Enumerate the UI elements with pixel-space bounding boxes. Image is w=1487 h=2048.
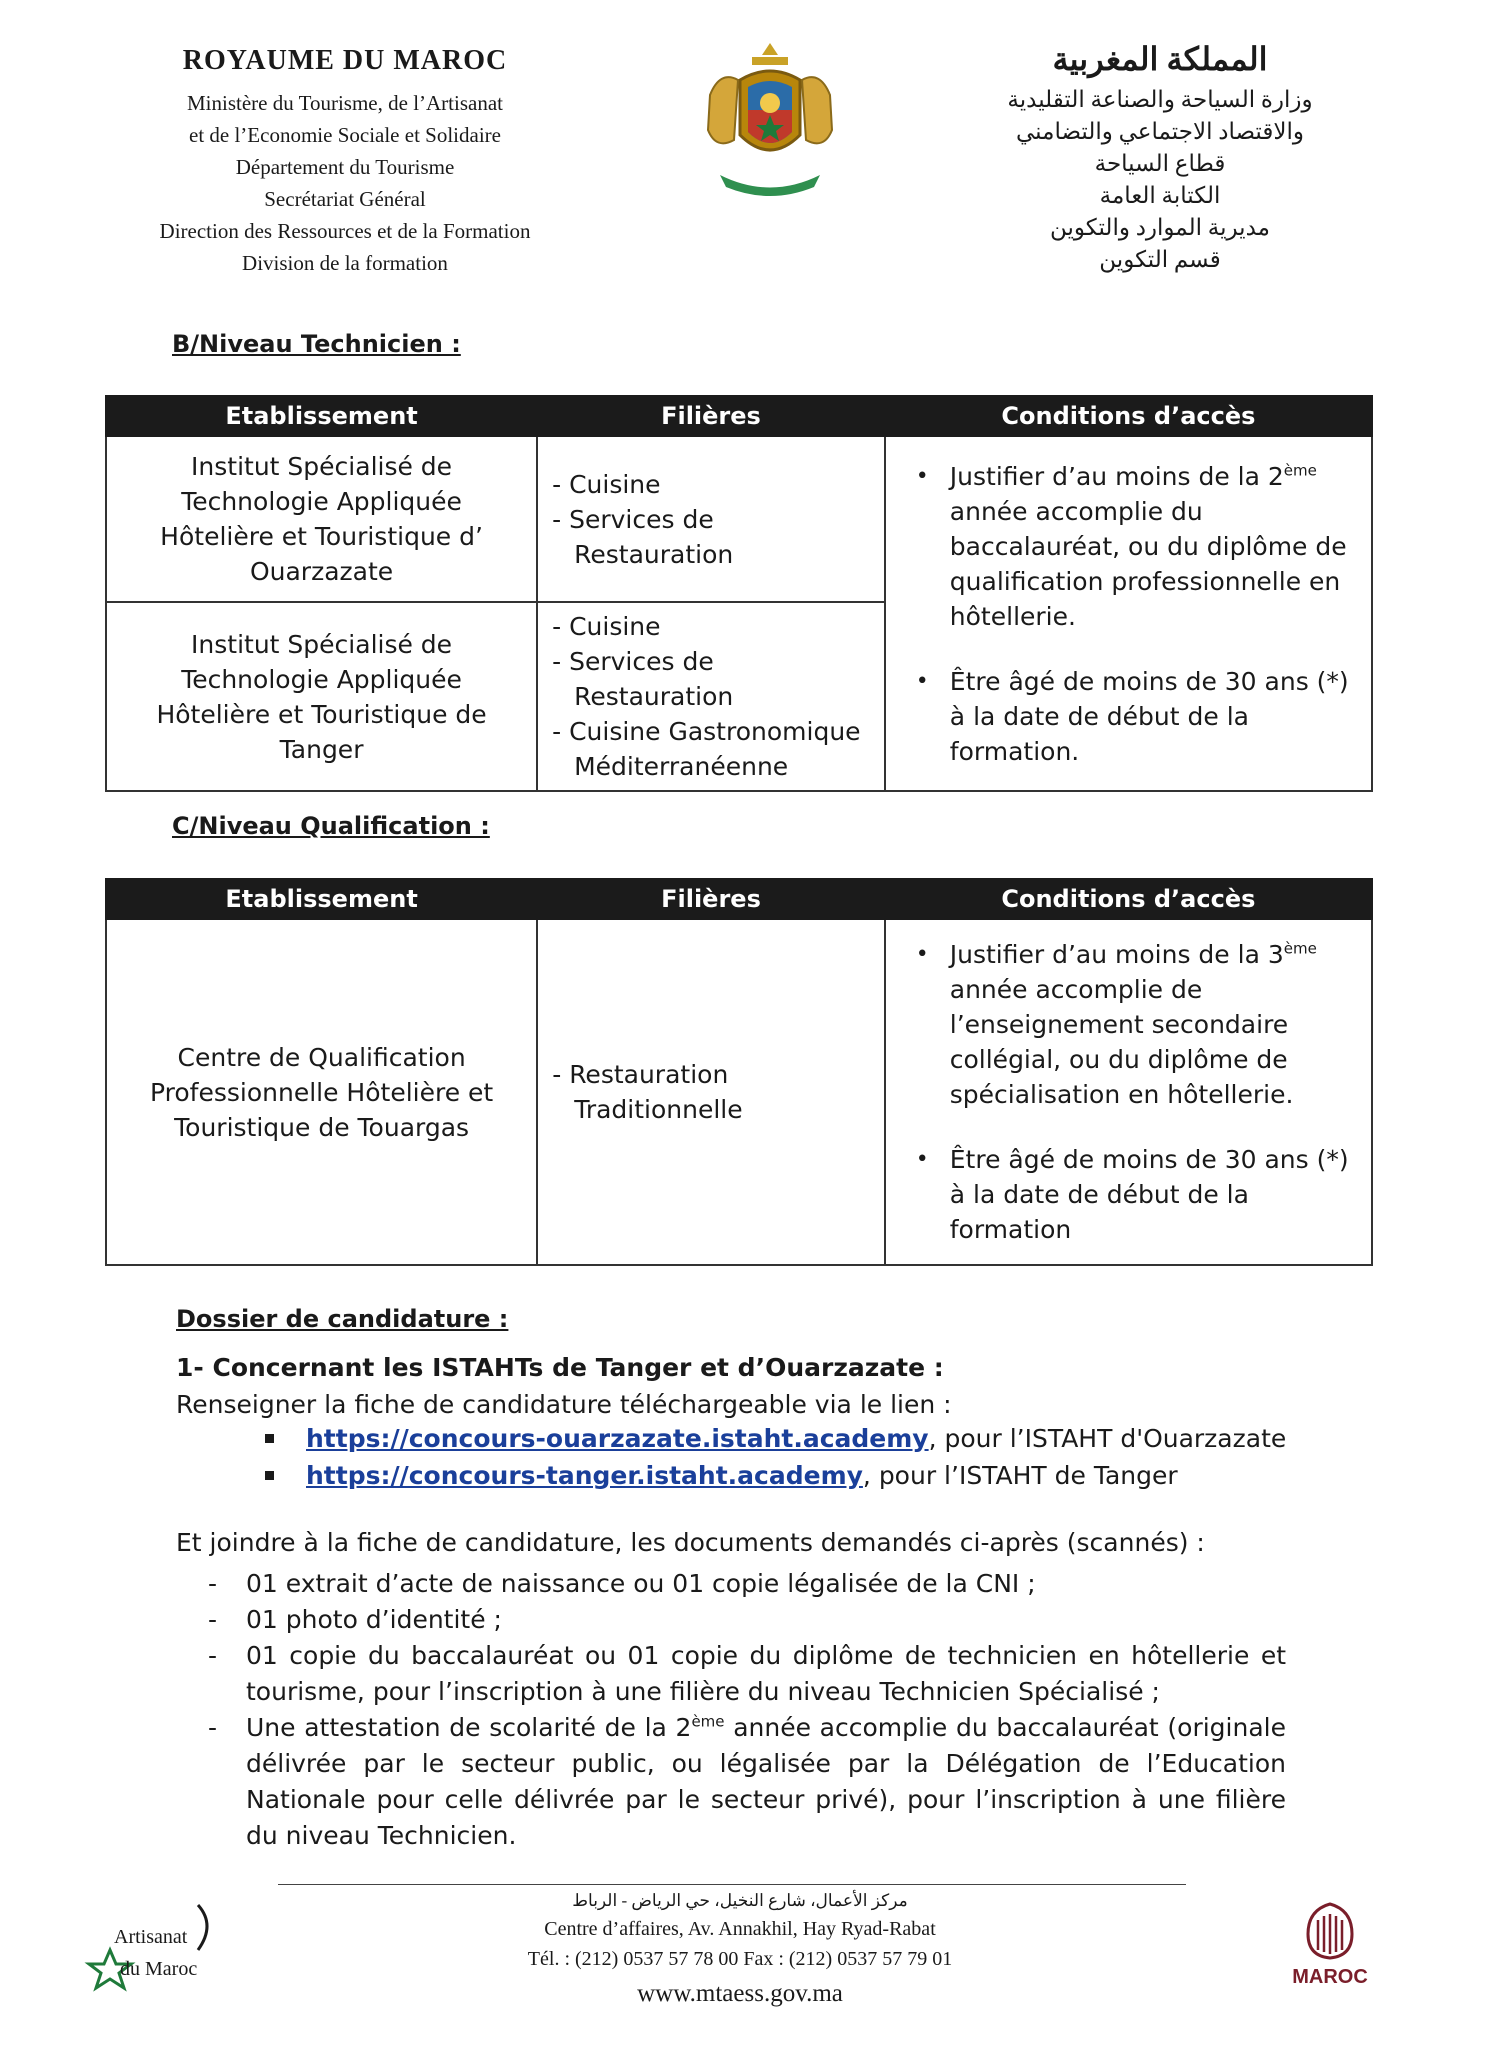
condition-item: • Justifier d’au moins de la 2ème année accomplie du baccalauréat, ou du diplôme de qualification professionnelle en hôtellerie. bbox=[950, 459, 1357, 634]
kingdom-title: ROYAUME DU MAROC bbox=[182, 45, 508, 76]
join-text: Et joindre à la fiche de candidature, les documents demandés ci-après (scannés) : bbox=[176, 1528, 1205, 1557]
ministry-line-ar: والاقتصاد الاجتماعي والتضامني bbox=[1016, 119, 1304, 144]
section-b-title: B/Niveau Technicien : bbox=[172, 330, 461, 358]
ouarzazate-link[interactable]: https://concours-ouarzazate.istaht.academy bbox=[306, 1423, 929, 1453]
list-item: - 01 copie du baccalauréat ou 01 copie du diplôme de technicien en hôtellerie et tourisme, pour l’inscription à une filière du niveau Technicien Spécialisé ; bbox=[176, 1638, 1286, 1710]
website: www.mtaess.gov.ma bbox=[637, 1980, 843, 2007]
tanger-link[interactable]: https://concours-tanger.istaht.academy bbox=[306, 1460, 863, 1490]
secretariat-line: Secrétariat Général bbox=[264, 187, 426, 211]
header-etablissement: Etablissement bbox=[106, 396, 537, 436]
link-suffix: , pour l’ISTAHT d'Ouarzazate bbox=[928, 1423, 1287, 1453]
division-line: Division de la formation bbox=[242, 251, 448, 275]
header-conditions: Conditions d’accès bbox=[885, 396, 1372, 436]
maroc-label: MAROC bbox=[1292, 1966, 1368, 1988]
secretariat-line-ar: الكتابة العامة bbox=[1099, 183, 1221, 208]
qualification-table bbox=[105, 878, 1373, 1266]
documents-list bbox=[176, 1566, 1286, 1854]
table-header-row bbox=[106, 396, 1372, 436]
coat-of-arms-icon bbox=[690, 35, 850, 205]
filiere-item: - Restauration Traditionnelle bbox=[552, 1057, 870, 1127]
section-c-title: C/Niveau Qualification : bbox=[172, 812, 490, 840]
condition-item: • Justifier d’au moins de la 3ème année accomplie de l’enseignement secondaire collégial, ou du diplôme de spécialisation en hôtellerie. bbox=[950, 937, 1357, 1112]
table-row bbox=[106, 436, 1372, 602]
conditions-cell bbox=[885, 436, 1372, 791]
list-item: - 01 photo d’identité ; bbox=[176, 1602, 1286, 1638]
maroc-logo bbox=[1285, 1900, 1375, 2010]
table-row bbox=[106, 919, 1372, 1265]
address-ar: مركز الأعمال، شارع النخيل، حي الرياض - الرباط bbox=[572, 1891, 908, 1910]
links-list bbox=[265, 1420, 1286, 1494]
ministry-line: Ministère du Tourisme, de l’Artisanat bbox=[187, 91, 503, 115]
filieres-cell bbox=[537, 919, 885, 1265]
condition-item: • Être âgé de moins de 30 ans (*) à la date de début de la formation bbox=[950, 1142, 1357, 1247]
header-conditions: Conditions d’accès bbox=[885, 879, 1372, 919]
etablissement-cell: Institut Spécialisé de Technologie Appliquée Hôtelière et Touristique de Tanger bbox=[106, 602, 537, 791]
list-item: - 01 extrait d’acte de naissance ou 01 copie légalisée de la CNI ; bbox=[176, 1566, 1286, 1602]
address: Centre d’affaires, Av. Annakhil, Hay Ryad-Rabat bbox=[544, 1918, 936, 1940]
bullet-square-icon bbox=[265, 1434, 274, 1443]
table-header-row bbox=[106, 879, 1372, 919]
phone-fax: Tél. : (212) 0537 57 78 00 Fax : (212) 0537 57 79 01 bbox=[527, 1948, 953, 1970]
division-line-ar: قسم التكوين bbox=[1099, 247, 1221, 272]
condition-item: • Être âgé de moins de 30 ans (*) à la date de début de la formation. bbox=[950, 664, 1357, 769]
filieres-cell bbox=[537, 602, 885, 791]
sector-line-ar: قطاع السياحة bbox=[1094, 151, 1226, 176]
ministry-line: et de l’Economie Sociale et Solidaire bbox=[189, 123, 501, 147]
kingdom-title-ar: المملكة المغربية bbox=[1052, 41, 1268, 77]
department-line: Département du Tourisme bbox=[235, 155, 455, 179]
etablissement-cell: Centre de Qualification Professionnelle Hôtelière et Touristique de Touargas bbox=[106, 919, 537, 1265]
filiere-item: - Cuisine bbox=[552, 467, 870, 502]
footer bbox=[450, 1888, 1030, 2014]
direction-line-ar: مديرية الموارد والتكوين bbox=[1050, 215, 1270, 240]
dossier-subtitle: 1- Concernant les ISTAHTs de Tanger et d’Ouarzazate : bbox=[176, 1353, 944, 1382]
filiere-item: - Services de Restauration bbox=[552, 502, 870, 572]
header-right bbox=[980, 40, 1340, 276]
header-filieres: Filières bbox=[537, 396, 885, 436]
header-etablissement: Etablissement bbox=[106, 879, 537, 919]
dossier-intro: Renseigner la fiche de candidature téléchargeable via le lien : bbox=[176, 1390, 952, 1419]
list-item bbox=[265, 1457, 1286, 1494]
svg-text:Artisanat: Artisanat bbox=[114, 1926, 188, 1948]
conditions-cell bbox=[885, 919, 1372, 1265]
filiere-item: - Cuisine bbox=[552, 609, 870, 644]
artisanat-logo-icon bbox=[80, 1895, 230, 2005]
ministry-line-ar: وزارة السياحة والصناعة التقليدية bbox=[1007, 87, 1313, 112]
maroc-emblem-icon bbox=[1300, 1900, 1360, 1962]
footer-divider bbox=[278, 1884, 1186, 1885]
etablissement-cell: Institut Spécialisé de Technologie Appliquée Hôtelière et Touristique d’ Ouarzazate bbox=[106, 436, 537, 602]
bullet-square-icon bbox=[265, 1471, 274, 1480]
link-suffix: , pour l’ISTAHT de Tanger bbox=[862, 1460, 1178, 1490]
filieres-cell bbox=[537, 436, 885, 602]
svg-text:du Maroc: du Maroc bbox=[120, 1958, 198, 1980]
filiere-item: - Services de Restauration bbox=[552, 644, 870, 714]
header-left bbox=[130, 45, 560, 279]
dossier-title: Dossier de candidature : bbox=[176, 1305, 509, 1333]
list-item bbox=[265, 1420, 1286, 1457]
header-filieres: Filières bbox=[537, 879, 885, 919]
direction-line: Direction des Ressources et de la Formation bbox=[159, 219, 531, 243]
technicien-table bbox=[105, 395, 1373, 792]
filiere-item: - Cuisine Gastronomique Méditerranéenne bbox=[552, 714, 870, 784]
list-item: - Une attestation de scolarité de la 2ème année accomplie du baccalauréat (originale délivrée par le secteur public, ou légalisée par la Délégation de l’Education Nationale pour celle délivrée par le secteur privé), pour l’inscription à une filière du niveau Technicien. bbox=[176, 1710, 1286, 1854]
